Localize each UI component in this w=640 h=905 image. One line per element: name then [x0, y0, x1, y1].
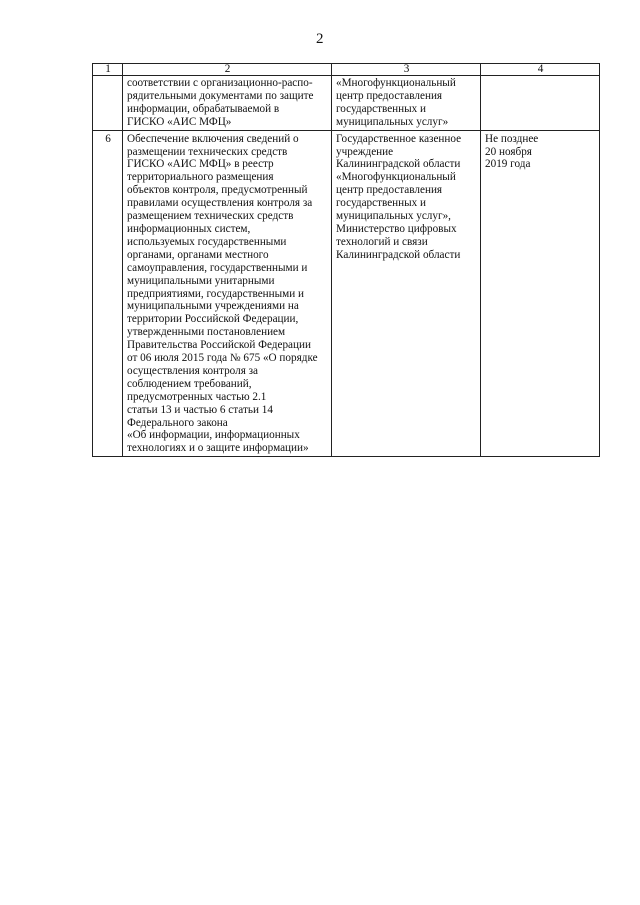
cell-text-line: технологиях и о защите информации»	[127, 442, 309, 455]
cell-text-line: муниципальными учреждениями на	[127, 300, 299, 313]
cell-text-line: государственных и	[336, 102, 427, 115]
schedule-table	[92, 63, 600, 457]
cell-text-line: Министерство цифровых	[336, 222, 457, 235]
cell-text-line: Правительства Российской Федерации	[127, 339, 311, 352]
cell-text-line: размещении технических средств	[127, 145, 288, 158]
cell-text-line: от 06 июля 2015 года № 675 «О порядке	[127, 352, 318, 365]
table-row	[93, 76, 600, 131]
task-description-cell	[123, 76, 332, 131]
cell-text-line: утвержденными постановлением	[127, 326, 286, 339]
cell-text-line: ГИСКО «АИС МФЦ»	[127, 115, 232, 128]
cell-text-line: территории Российской Федерации,	[127, 313, 299, 326]
cell-text-line: 2019 года	[485, 158, 531, 171]
cell-text-line: соблюдением требований,	[127, 377, 252, 390]
header-cell: 2	[123, 64, 332, 76]
cell-text-line: центр предоставления	[336, 89, 443, 102]
cell-text-line: учреждение	[336, 145, 394, 158]
cell-text-line: используемых государственными	[127, 235, 287, 248]
cell-text-line: информации, обрабатываемой в	[127, 102, 280, 115]
deadline-cell	[481, 76, 600, 131]
cell-text-line: статьи 13 и частью 6 статьи 14	[127, 403, 273, 416]
task-description-cell	[123, 130, 332, 457]
cell-text-line: Калининградской области	[336, 158, 461, 171]
cell-text-line: муниципальных услуг»	[336, 115, 449, 128]
cell-text-line: рядительными документами по защите	[127, 89, 314, 102]
cell-text-line: правилами осуществления контроля за	[127, 197, 313, 210]
cell-text-line: Обеспечение включения сведений о	[127, 132, 299, 145]
cell-text-line: «Многофункциональный	[336, 171, 456, 184]
cell-text-line: центр предоставления	[336, 184, 443, 197]
deadline-cell	[481, 130, 600, 457]
cell-text-line: объектов контроля, предусмотренный	[127, 184, 308, 197]
row-number	[93, 76, 123, 131]
table-row	[93, 130, 600, 457]
cell-text-line: размещением технических средств	[127, 210, 294, 223]
cell-text-line: технологий и связи	[336, 235, 428, 248]
cell-text-line: Калининградской области	[336, 248, 461, 261]
cell-text-line: органами, органами местного	[127, 248, 269, 261]
cell-text-line: Не позднее	[485, 132, 539, 145]
header-cell: 1	[93, 64, 123, 76]
cell-text-line: «Многофункциональный	[336, 77, 456, 89]
cell-text-line: муниципальными унитарными	[127, 274, 275, 287]
header-cell: 3	[332, 64, 481, 76]
cell-text-line: Федерального закона	[127, 416, 228, 429]
cell-text-line: территориального размещения	[127, 171, 274, 184]
header-cell: 4	[481, 64, 600, 76]
cell-text-line: самоуправления, государственными и	[127, 261, 308, 274]
cell-text-line: 20 ноября	[485, 145, 532, 158]
cell-text-line: ГИСКО «АИС МФЦ» в реестр	[127, 158, 274, 171]
cell-text-line: осуществления контроля за	[127, 364, 259, 377]
page-number: 2	[316, 31, 324, 47]
cell-text-line: соответствии с организационно-распо-	[127, 77, 313, 89]
cell-text-line: предприятиями, государственными и	[127, 287, 305, 300]
cell-text-line: информационных систем,	[127, 222, 251, 235]
cell-text-line: предусмотренных частью 2.1	[127, 390, 267, 403]
responsible-party-cell	[332, 130, 481, 457]
responsible-party-cell	[332, 76, 481, 131]
cell-text-line: государственных и	[336, 197, 427, 210]
row-number: 6	[93, 130, 123, 457]
cell-text-line: Государственное казенное	[336, 132, 462, 145]
cell-text-line: муниципальных услуг»,	[336, 210, 451, 223]
cell-text-line: «Об информации, информационных	[127, 429, 300, 442]
table-header-row	[93, 64, 600, 76]
